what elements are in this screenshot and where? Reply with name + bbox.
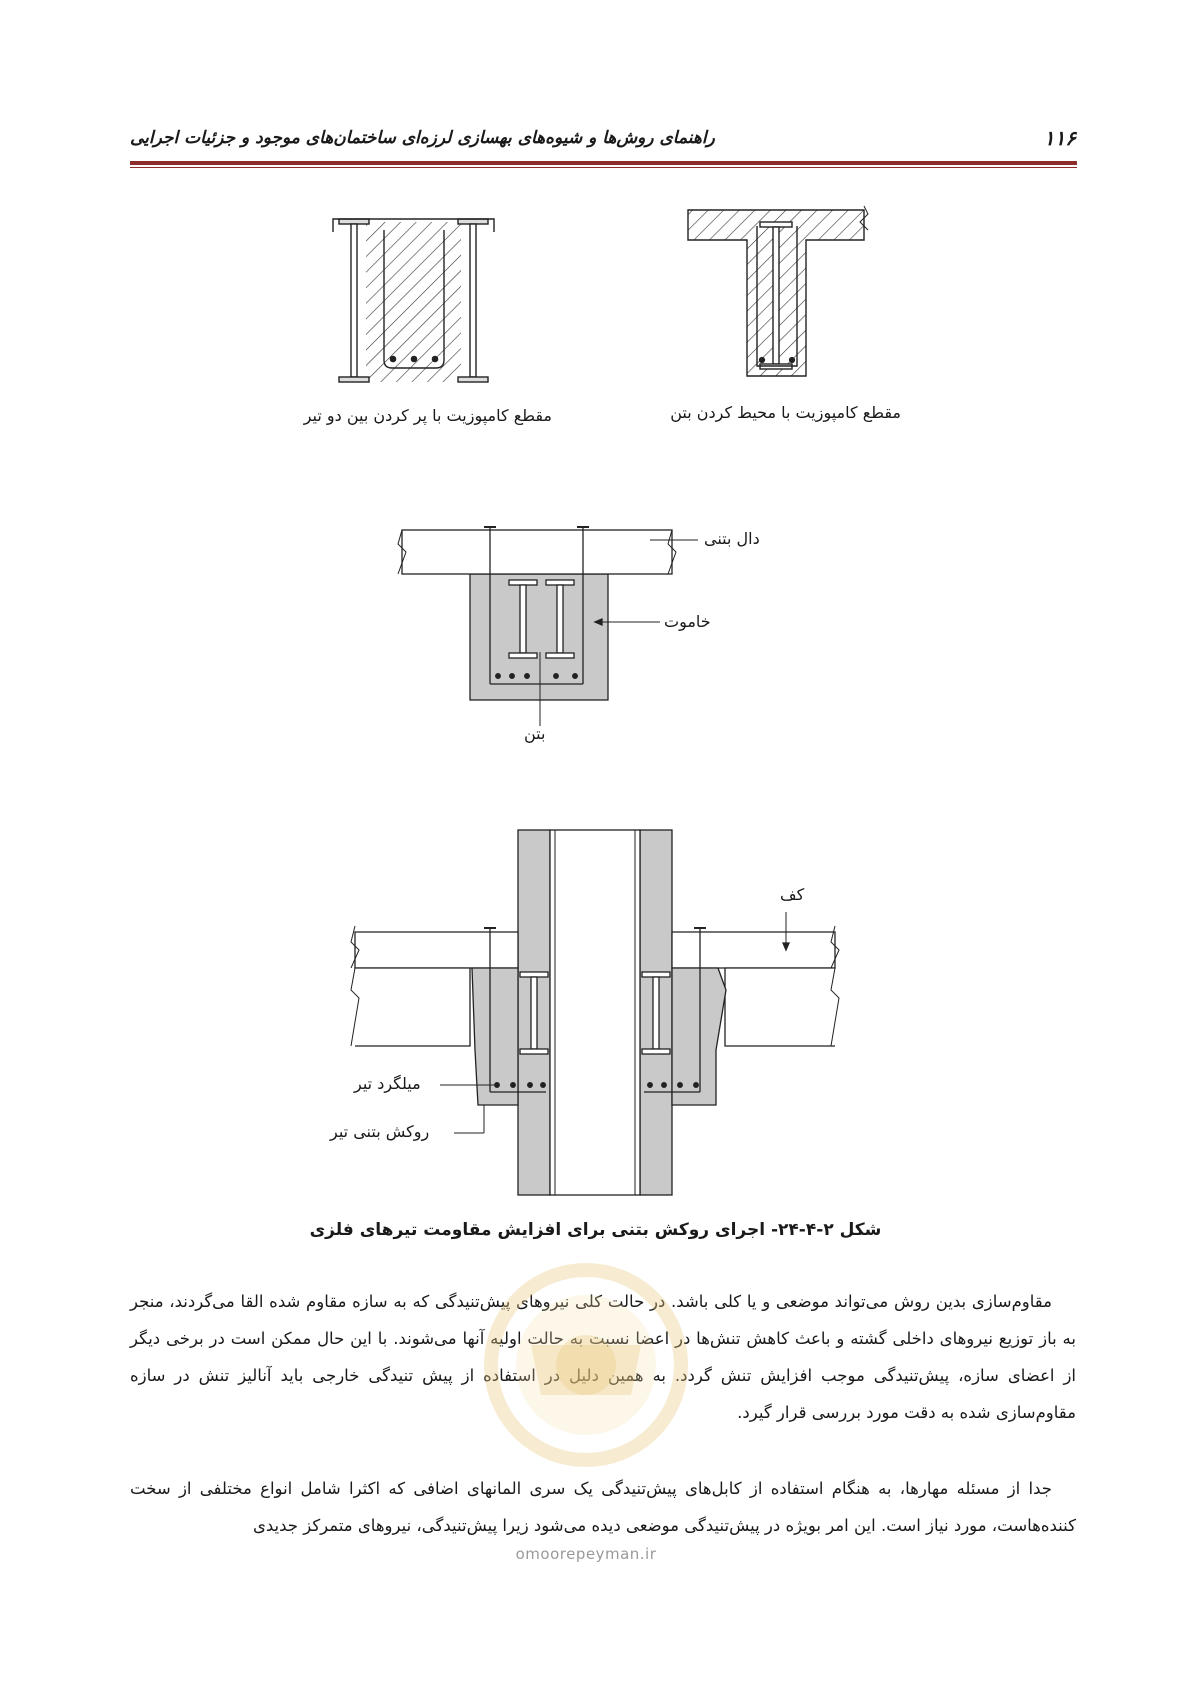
stirrup-label: خاموت <box>664 612 711 631</box>
paragraph-1 <box>130 1283 1076 1431</box>
page-number: ۱۱۶ <box>1043 126 1076 150</box>
concrete-label: بتن <box>524 724 546 743</box>
right-section-caption: مقطع کامپوزیت با محیط کردن بتن <box>670 403 901 422</box>
book-title: راهنمای روش‌ها و شیوه‌های بهسازی لرزه‌ای ساختمان‌های موجود و جزئیات اجرایی <box>130 128 715 148</box>
beam-rebar-label: میلگرد تیر <box>354 1074 421 1093</box>
beam-jacket-label: روکش بتنی تیر <box>330 1122 430 1141</box>
paragraph-2 <box>130 1470 1076 1544</box>
watermark-url: omoorepeyman.ir <box>515 1545 657 1563</box>
left-section-caption: مقطع کامپوزیت با پر کردن بین دو تیر <box>303 406 552 425</box>
paragraph-2-text: جدا از مسئله مهارها، به هنگام استفاده از کابل‌های پیش‌تنیدگی یک سری المانهای اضافی که اکثرا شامل انواع مختلفی از سخت کننده‌هاست، مورد نیاز است. این امر بویژه در پیش‌تنیدگی موضعی دیده می‌شود زیرا پیش‌تنیدگی، نیروهای متمرکز جدیدی <box>130 1479 1076 1535</box>
slab-label: دال بتنی <box>704 529 760 548</box>
floor-label: کف <box>780 885 805 904</box>
figure-caption: شکل ۲-۴-۲۴- اجرای روکش بتنی برای افزایش مقاومت تیرهای فلزی <box>309 1220 882 1240</box>
paragraph-1-text: مقاوم‌سازی بدین روش می‌تواند موضعی و یا کلی باشد. در حالت کلی نیروهای پیش‌تنیدگی که به سازه مقاوم شده القا می‌گردند، منجر به باز توزیع نیروهای داخلی گشته و باعث کاهش تنش‌ها در اعضا نسبت به حالت اولیه آنها می‌شوند. با این حال ممکن است در برخی دیگر از اعضای سازه، پیش‌تنیدگی موجب افزایش تنش گردد. به همین دلیل در استفاده از پیش تنیدگی خارجی باید آنالیز تنش در سازه مقاوم‌سازی شده به دقت مورد بررسی قرار گیرد. <box>130 1292 1076 1422</box>
